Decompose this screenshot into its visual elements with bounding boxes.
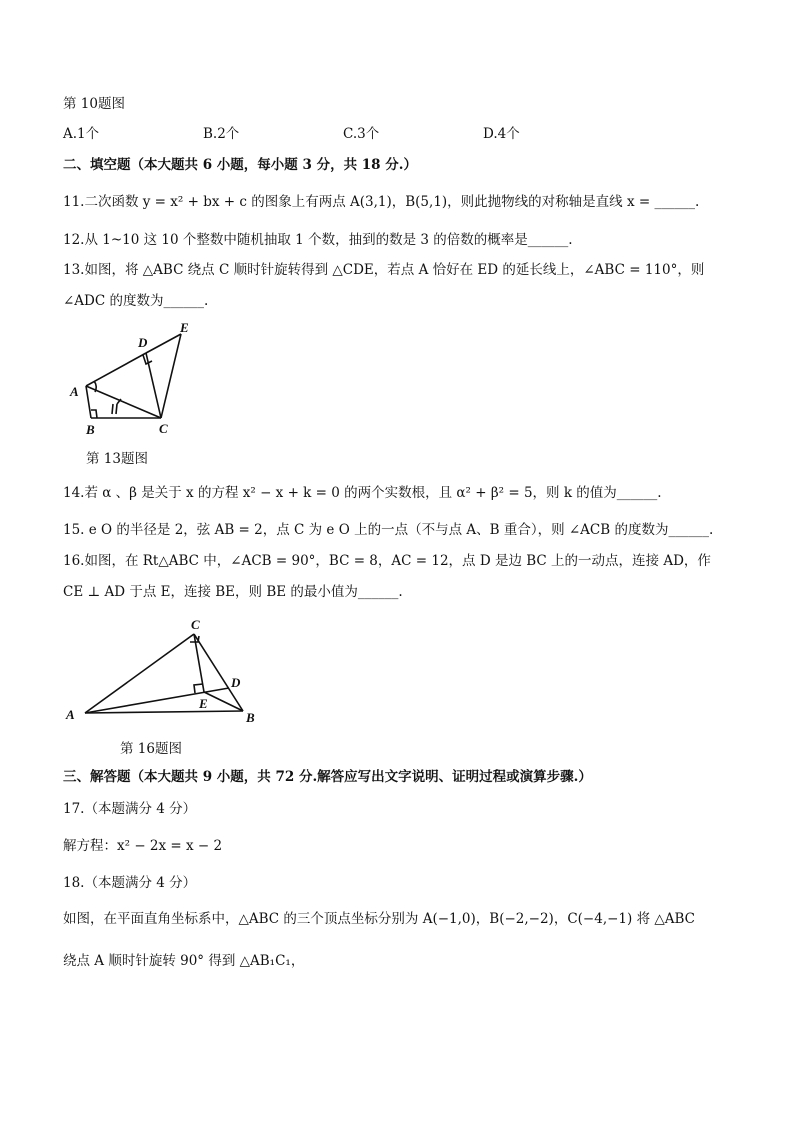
q10-option-c: C.3个 xyxy=(343,126,380,142)
q10-caption: 第 10题图 xyxy=(63,96,125,112)
fig16-line-ab xyxy=(85,711,243,713)
fig16-right-angle-e xyxy=(194,684,203,693)
fig16-label-a: A xyxy=(66,707,75,722)
fig16-label-b: B xyxy=(246,710,255,725)
q16-caption: 第 16题图 xyxy=(120,741,182,757)
q10-options xyxy=(0,124,794,144)
fig16-label-d: D xyxy=(231,675,241,690)
fig13-label-a: A xyxy=(70,384,79,399)
fig16-label-e: E xyxy=(199,696,208,711)
fig16-label-c: C xyxy=(191,617,200,632)
section3-heading: 三、解答题（本大题共 9 小题，共 72 分.解答应写出文字说明、证明过程或演算步骤.） xyxy=(63,769,592,785)
fig13-label-d: D xyxy=(138,335,148,350)
fig13-angle-mark-b xyxy=(91,410,97,418)
fig13-line-ac xyxy=(86,386,161,418)
q12-text: 12.从 1~10 这 10 个整数中随机抽取 1 个数，抽到的数是 3 的倍数的概率是______. xyxy=(63,232,573,248)
q13-caption: 第 13题图 xyxy=(86,451,148,467)
q16-line2: CE ⊥ AD 于点 E，连接 BE，则 BE 的最小值为______. xyxy=(63,584,403,600)
q10-option-b: B.2个 xyxy=(203,126,240,142)
fig13-label-c: C xyxy=(159,421,168,436)
fig13-line-de xyxy=(146,334,181,353)
q18-line1: 如图，在平面直角坐标系中，△ABC 的三个顶点坐标分别为 A(−1,0)，B(−2,−2)，C(−4,−1) 将 △ABC xyxy=(63,911,695,927)
q13-line2: ∠ADC 的度数为______. xyxy=(63,293,209,309)
section2-heading: 二、填空题（本大题共 6 小题，每小题 3 分，共 18 分.） xyxy=(63,157,417,173)
fig13-line-ec xyxy=(161,334,181,418)
q10-option-a: A.1个 xyxy=(63,126,100,142)
fig13-hatch-marks xyxy=(112,399,121,414)
fig13-label-b: B xyxy=(86,422,95,437)
q16-line1: 16.如图，在 Rt△ABC 中，∠ACB = 90°，BC = 8，AC = 12，点 D 是边 BC 上的一动点，连接 AD，作 xyxy=(63,553,711,569)
fig16-line-ac xyxy=(85,634,194,713)
q10-option-d: D.4个 xyxy=(483,126,520,142)
q18-title: 18.（本题满分 4 分） xyxy=(63,875,197,891)
q11-text: 11.二次函数 y = x² + bx + c 的图象上有两点 A(3,1)，B(5,1)，则此抛物线的对称轴是直线 x = ______. xyxy=(63,194,700,210)
q14-text: 14.若 α 、β 是关于 x 的方程 x² − x + k = 0 的两个实数根，且 α² + β² = 5，则 k 的值为______. xyxy=(63,485,662,501)
figure-16 xyxy=(60,612,270,730)
fig13-line-ab xyxy=(86,386,91,418)
q17-text: 解方程：x² − 2x = x − 2 xyxy=(63,838,223,854)
fig13-label-e: E xyxy=(180,320,189,335)
q13-line1: 13.如图，将 △ABC 绕点 C 顺时针旋转得到 △CDE，若点 A 恰好在 ED 的延长线上，∠ABC = 110°，则 xyxy=(63,262,705,278)
q15-text: 15. e O 的半径是 2，弦 AB = 2，点 C 为 e O 上的一点（不与点 A、B 重合），则 ∠ACB 的度数为______. xyxy=(63,522,714,538)
q17-title: 17.（本题满分 4 分） xyxy=(63,801,197,817)
figure-13 xyxy=(64,318,194,442)
q18-line2: 绕点 A 顺时针旋转 90° 得到 △AB₁C₁， xyxy=(63,953,305,969)
